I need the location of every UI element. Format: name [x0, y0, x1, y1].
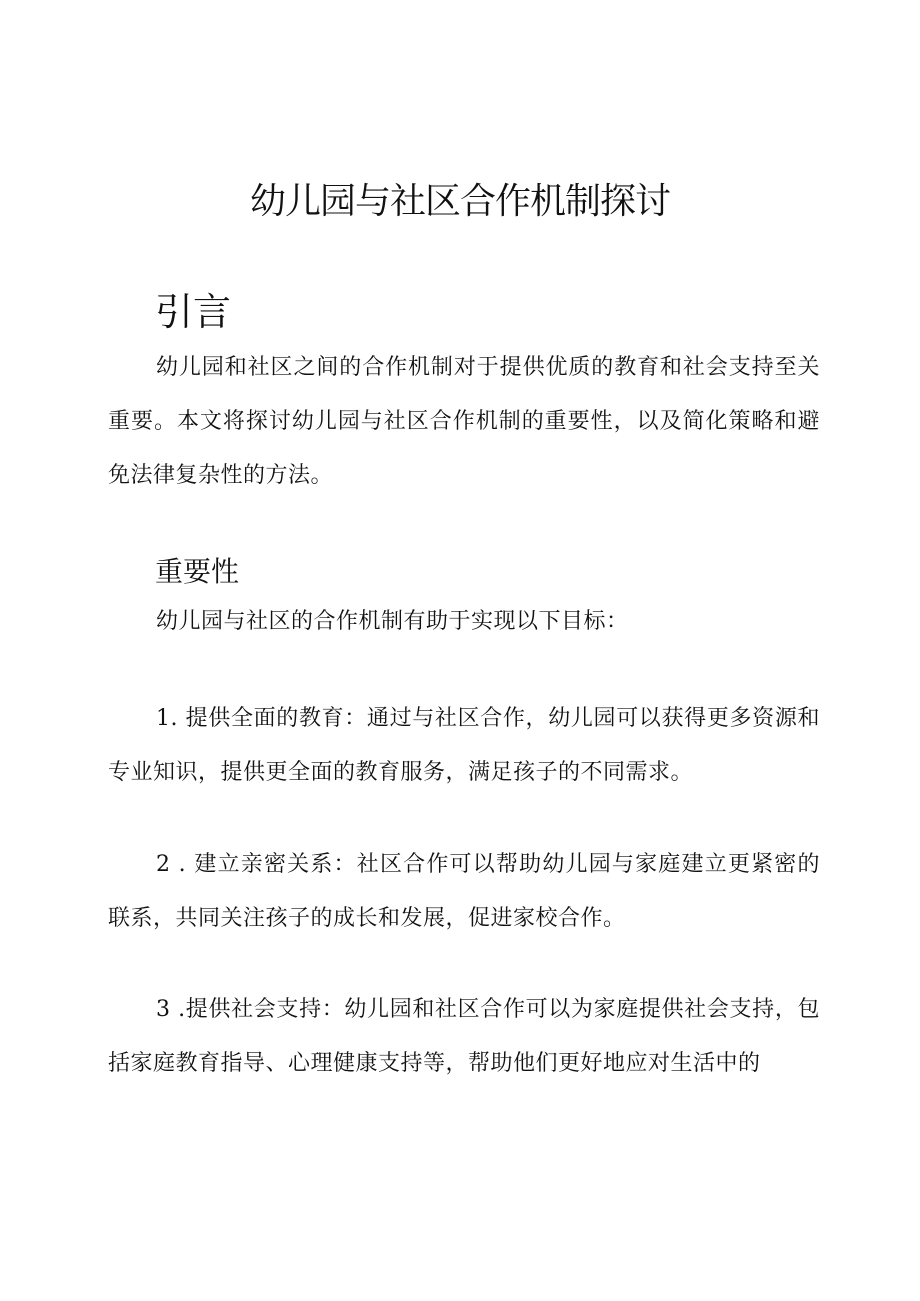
importance-lead: 幼儿园与社区的合作机制有助于实现以下目标： — [156, 609, 629, 634]
document-title: 幼儿园与社区合作机制探讨 — [249, 181, 670, 222]
intro-paragraph: 幼儿园和社区之间的合作机制对于提供优质的教育和社会支持至关重要。本文将探讨幼儿园与社区合作机制的重要性，以及简化策略和避免法律复杂性的方法。 — [108, 355, 820, 488]
list-item: 2 . 建立亲密关系：社区合作可以帮助幼儿园与家庭建立更紧密的联系，共同关注孩子的成长和发展，促进家校合作。 — [108, 852, 820, 931]
intro-heading: 引言 — [155, 290, 232, 334]
list-item: 3 .提供社会支持：幼儿园和社区合作可以为家庭提供社会支持，包括家庭教育指导、心理健康支持等，帮助他们更好地应对生活中的 — [108, 997, 820, 1076]
importance-heading: 重要性 — [155, 555, 240, 588]
list-item: 1. 提供全面的教育：通过与社区合作，幼儿园可以获得更多资源和专业知识，提供更全面的教育服务，满足孩子的不同需求。 — [108, 706, 820, 785]
